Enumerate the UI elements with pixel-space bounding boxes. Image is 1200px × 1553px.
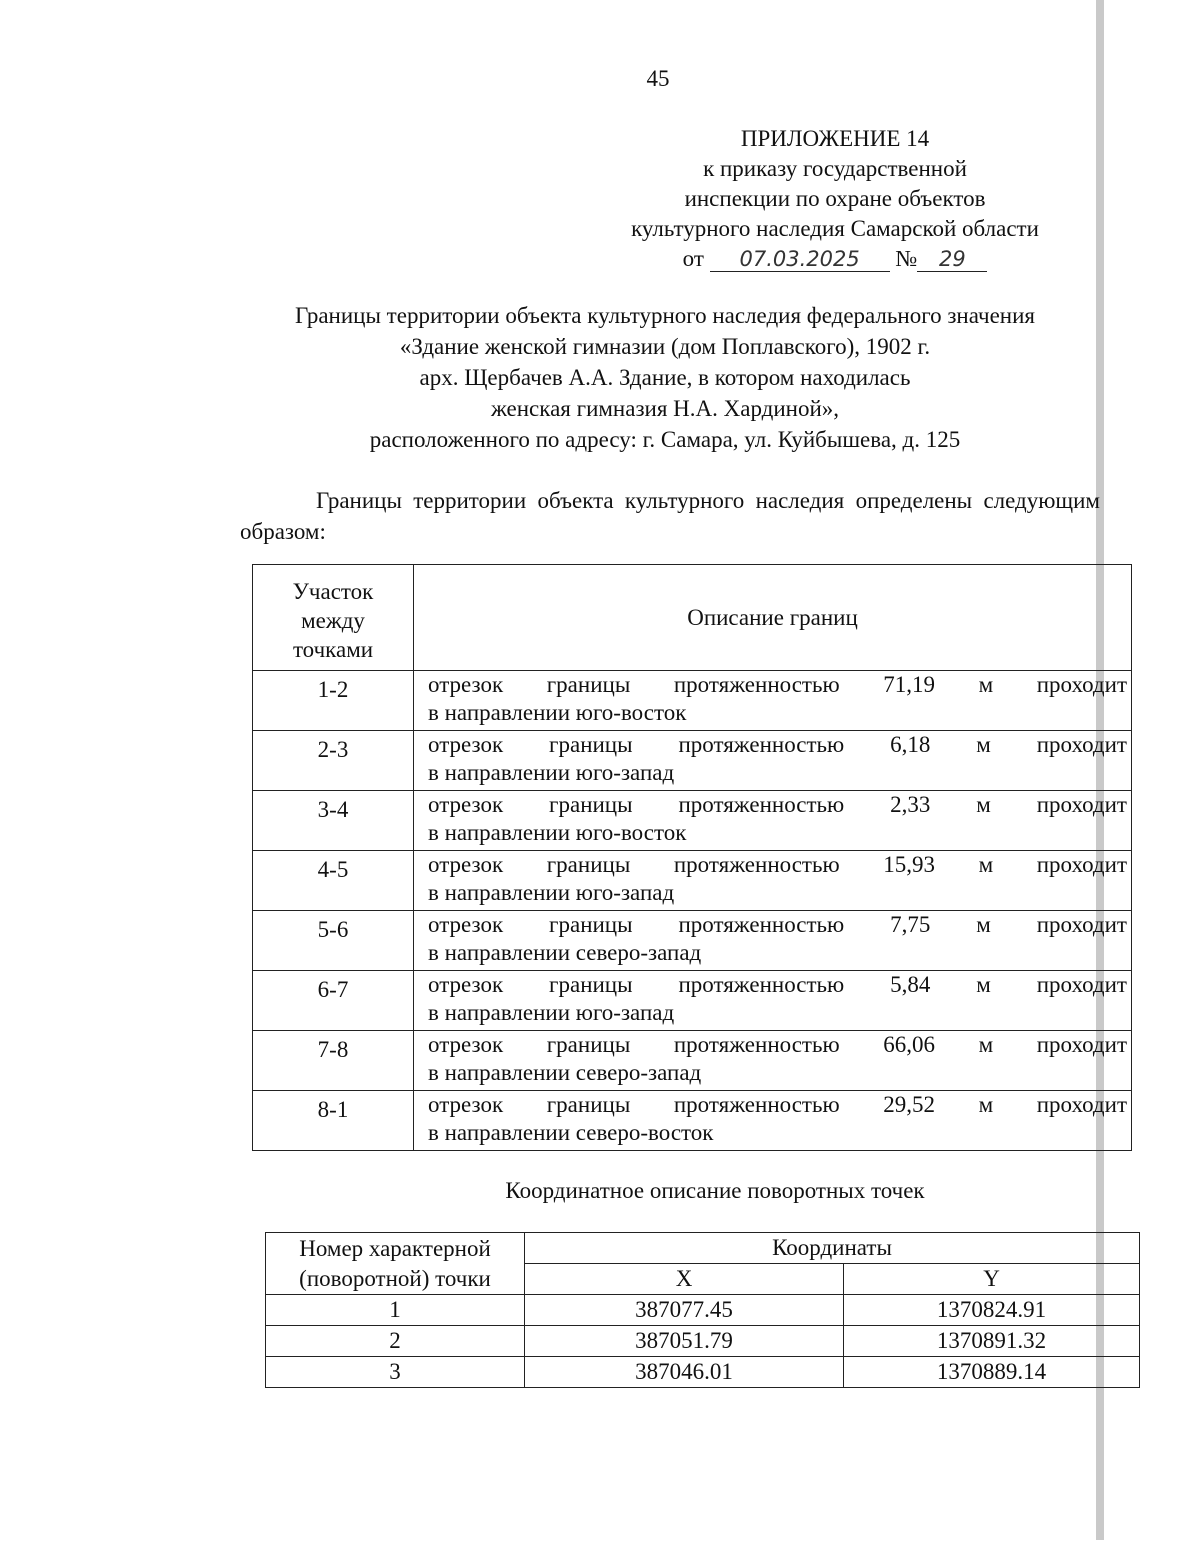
desc-word: проходит: [1036, 972, 1127, 997]
desc-word: м: [978, 852, 994, 877]
desc-word: проходит: [1036, 732, 1127, 757]
header-segment-line-3: точками: [292, 637, 374, 662]
header-description: Описание границ: [414, 565, 1132, 671]
point-cell: 3: [266, 1357, 525, 1388]
boundary-row: [253, 791, 1132, 851]
y-cell: 1370889.14: [844, 1357, 1140, 1388]
desc-word: проходит: [1036, 792, 1127, 817]
desc-word: протяженностью: [678, 732, 845, 757]
desc-word: протяженностью: [673, 852, 840, 877]
intro-paragraph: Границы территории объекта культурного наследия определены следующим образом:: [240, 488, 1100, 544]
coords-title: Координатное описание поворотных точек: [505, 1178, 925, 1203]
desc-word: границы: [546, 672, 631, 697]
segment-cell: 6-7: [253, 971, 414, 1031]
desc-word: проходит: [1036, 672, 1127, 697]
boundaries-table: [252, 564, 1132, 1151]
date-prefix: от: [682, 246, 704, 271]
desc-word: 2,33: [890, 792, 931, 817]
description-line-1: [428, 1091, 1127, 1119]
segment-cell: 4-5: [253, 851, 414, 911]
coordinates-table: [265, 1232, 1140, 1388]
segment-cell: 8-1: [253, 1091, 414, 1151]
appendix-date-line: [540, 244, 1130, 274]
description-cell: [414, 971, 1132, 1031]
appendix-header: [540, 124, 1130, 274]
description-line-1: [428, 851, 1127, 879]
desc-word: отрезок: [428, 732, 504, 757]
coord-row: [266, 1326, 1140, 1357]
title-line-5: расположенного по адресу: г. Самара, ул. Куйбышева, д. 125: [369, 427, 961, 452]
desc-word: 29,52: [883, 1092, 935, 1117]
desc-word: м: [978, 672, 994, 697]
desc-word: границы: [549, 792, 633, 817]
desc-word: отрезок: [428, 972, 504, 997]
desc-word: отрезок: [428, 1032, 504, 1057]
desc-word: проходит: [1036, 1092, 1127, 1117]
boundary-row: [253, 971, 1132, 1031]
description-direction: в направлении северо-восток: [428, 1120, 714, 1145]
appendix-line-1: к приказу государственной: [703, 156, 967, 181]
description-direction: в направлении северо-запад: [428, 940, 702, 965]
header-point-line-2: (поворотной) точки: [299, 1265, 491, 1291]
header-y: Y: [844, 1264, 1140, 1295]
segment-cell: 1-2: [253, 671, 414, 731]
desc-word: м: [976, 792, 991, 817]
description-direction: в направлении юго-восток: [428, 820, 687, 845]
description-line-1: [428, 911, 1127, 939]
page-number: 45: [646, 66, 670, 91]
description-direction: в направлении юго-запад: [428, 880, 675, 905]
title-line-1: Границы территории объекта культурного наследия федерального значения: [295, 303, 1035, 328]
desc-word: 5,84: [890, 972, 931, 997]
segment-cell: 7-8: [253, 1031, 414, 1091]
segment-cell: 2-3: [253, 731, 414, 791]
desc-word: м: [976, 732, 991, 757]
desc-word: протяженностью: [678, 912, 845, 937]
title-line-4: женская гимназия Н.А. Хардиной»,: [490, 396, 840, 421]
desc-word: 7,75: [890, 912, 931, 937]
boundary-row: [253, 911, 1132, 971]
segment-cell: 5-6: [253, 911, 414, 971]
header-segment: [253, 565, 414, 671]
title-line-2: «Здание женской гимназии (дом Поплавского), 1902 г.: [399, 334, 931, 359]
coords-header-row-1: [266, 1233, 1140, 1264]
point-cell: 2: [266, 1326, 525, 1357]
title-line-3: арх. Щербачев А.А. Здание, в котором находилась: [419, 365, 911, 390]
description-cell: [414, 731, 1132, 791]
boundaries-header-row: [253, 565, 1132, 671]
description-direction: в направлении юго-запад: [428, 760, 675, 785]
desc-word: отрезок: [428, 912, 504, 937]
desc-word: протяженностью: [673, 1092, 840, 1117]
description-line-1: [428, 971, 1127, 999]
description-direction: в направлении юго-восток: [428, 700, 687, 725]
description-line-1: [428, 1031, 1127, 1059]
description-cell: [414, 851, 1132, 911]
desc-word: 15,93: [883, 852, 935, 877]
y-cell: 1370824.91: [844, 1295, 1140, 1326]
description-line-1: [428, 731, 1127, 759]
header-segment-line-2: между: [301, 608, 365, 633]
desc-word: протяженностью: [673, 1032, 840, 1057]
desc-word: м: [978, 1032, 994, 1057]
desc-word: м: [976, 972, 991, 997]
header-x: X: [525, 1264, 844, 1295]
desc-word: проходит: [1036, 1032, 1127, 1057]
header-point: [266, 1233, 525, 1295]
desc-word: границы: [546, 1092, 631, 1117]
y-cell: 1370891.32: [844, 1326, 1140, 1357]
x-cell: 387051.79: [525, 1326, 844, 1357]
document-title: [230, 300, 1100, 455]
desc-word: протяженностью: [678, 972, 845, 997]
desc-word: 66,06: [883, 1032, 935, 1057]
desc-word: 6,18: [890, 732, 931, 757]
desc-word: границы: [549, 732, 633, 757]
point-cell: 1: [266, 1295, 525, 1326]
description-cell: [414, 1091, 1132, 1151]
desc-word: границы: [546, 852, 631, 877]
desc-word: отрезок: [428, 1092, 504, 1117]
desc-word: отрезок: [428, 672, 504, 697]
date-handwritten: 07.03.2025: [710, 247, 890, 272]
desc-word: проходит: [1036, 852, 1127, 877]
header-segment-line-1: Участок: [292, 579, 374, 604]
description-line-1: [428, 791, 1127, 819]
segment-cell: 3-4: [253, 791, 414, 851]
x-cell: 387046.01: [525, 1357, 844, 1388]
boundary-row: [253, 1031, 1132, 1091]
description-cell: [414, 671, 1132, 731]
header-point-line-1: Номер характерной: [299, 1235, 491, 1261]
number-handwritten: 29: [917, 247, 987, 272]
header-coordinates: Координаты: [525, 1233, 1140, 1264]
desc-word: границы: [549, 912, 633, 937]
desc-word: протяженностью: [673, 672, 840, 697]
description-cell: [414, 791, 1132, 851]
coord-row: [266, 1295, 1140, 1326]
description-direction: в направлении северо-запад: [428, 1060, 702, 1085]
desc-word: м: [978, 1092, 994, 1117]
description-direction: в направлении юго-запад: [428, 1000, 675, 1025]
desc-word: границы: [546, 1032, 631, 1057]
desc-word: отрезок: [428, 852, 504, 877]
appendix-title: ПРИЛОЖЕНИЕ 14: [740, 126, 930, 151]
desc-word: проходит: [1036, 912, 1127, 937]
desc-word: протяженностью: [678, 792, 845, 817]
description-line-1: [428, 671, 1127, 699]
coord-row: [266, 1357, 1140, 1388]
description-cell: [414, 911, 1132, 971]
boundary-row: [253, 851, 1132, 911]
appendix-line-3: культурного наследия Самарской области: [631, 216, 1039, 241]
desc-word: 71,19: [883, 672, 935, 697]
boundary-row: [253, 731, 1132, 791]
desc-word: границы: [549, 972, 633, 997]
desc-word: м: [976, 912, 991, 937]
coord-rows: [266, 1295, 1140, 1388]
appendix-line-2: инспекции по охране объектов: [684, 186, 986, 211]
description-cell: [414, 1031, 1132, 1091]
boundary-row: [253, 1091, 1132, 1151]
number-sign: №: [895, 246, 918, 271]
boundary-rows: [253, 671, 1132, 1151]
desc-word: отрезок: [428, 792, 504, 817]
boundary-row: [253, 671, 1132, 731]
x-cell: 387077.45: [525, 1295, 844, 1326]
